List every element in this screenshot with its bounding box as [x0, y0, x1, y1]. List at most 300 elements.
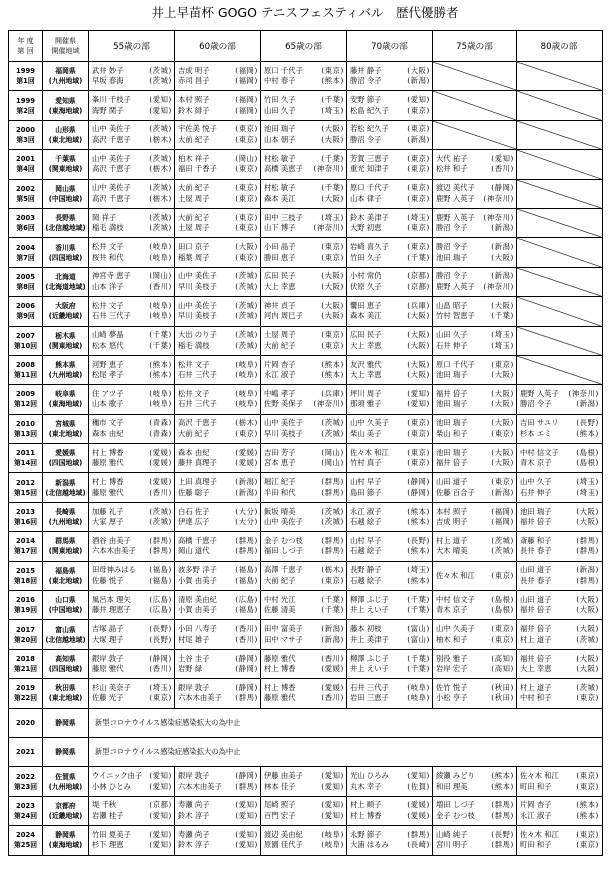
winner-entry — [520, 782, 599, 793]
round-label: 第23回 — [13, 782, 38, 791]
not-held-cell — [432, 121, 516, 149]
winner-prefecture: ( 東京 ) — [235, 213, 258, 224]
winner-name: 山本 洋子 — [92, 281, 124, 291]
winner-entry — [520, 693, 599, 704]
winner-prefecture: ( 群馬 ) — [491, 811, 514, 822]
winner-prefecture: ( 香川 ) — [491, 164, 514, 175]
winner-prefecture: ( 愛媛 ) — [407, 800, 430, 811]
winner-name: 村上 博香 — [264, 664, 296, 673]
winner-prefecture: ( 熊本 ) — [407, 507, 430, 518]
winner-prefecture: ( 新潟 ) — [491, 488, 514, 499]
host-prefecture: 栃木県 — [55, 331, 76, 340]
winner-prefecture: ( 千葉 ) — [407, 605, 430, 616]
division-cell-80 — [516, 385, 601, 413]
not-held-cell — [516, 268, 601, 296]
winner-entry — [264, 458, 344, 469]
winner-prefecture: ( 東京 ) — [407, 429, 430, 440]
winner-name: 中村 和子 — [520, 693, 552, 703]
winner-entry — [264, 66, 344, 77]
division-cell-65 — [260, 620, 346, 648]
winner-name: 村上 道子 — [520, 634, 552, 644]
host-prefecture: 山形県 — [55, 125, 76, 134]
division-cell-70 — [346, 473, 432, 501]
winner-entry — [350, 389, 430, 400]
winner-prefecture: ( 茨城 ) — [149, 213, 172, 224]
winner-prefecture: ( 岐阜 ) — [235, 360, 258, 371]
winner-entry — [92, 635, 172, 646]
host-cell — [42, 620, 88, 648]
winner-name: 山中 美佐子 — [92, 124, 131, 134]
division-cell-70 — [346, 591, 432, 619]
not-held-cell — [516, 356, 601, 384]
winner-name: 杉山 美奈子 — [92, 682, 131, 692]
winner-prefecture: ( 秋田 ) — [491, 693, 514, 704]
winner-entry — [264, 223, 344, 234]
winner-name: 波多野 洋子 — [178, 565, 217, 575]
winner-entry — [264, 811, 344, 822]
division-cell-65 — [260, 297, 346, 325]
host-prefecture: 新潟県 — [55, 478, 76, 487]
winner-prefecture: ( 東京 ) — [235, 223, 258, 234]
winner-entry — [92, 429, 172, 440]
winner-entry — [350, 811, 430, 822]
division-cell-70 — [346, 797, 432, 825]
division-cell-55 — [88, 415, 174, 443]
winner-name: 山中 美佐子 — [264, 418, 303, 428]
round-label: 第24回 — [13, 811, 38, 820]
round-label: 第21回 — [13, 665, 38, 673]
winner-prefecture: ( 岐阜 ) — [149, 399, 172, 410]
round-label: 第13回 — [13, 429, 38, 438]
winner-name: 大浦 はるみ — [350, 840, 389, 850]
winner-name: 増田 しづ子 — [436, 800, 475, 810]
table-row — [9, 149, 602, 178]
winner-name: 竹田 久子 — [350, 252, 382, 262]
year-cell — [9, 385, 42, 413]
host-cell — [42, 826, 88, 854]
winner-entry — [92, 154, 172, 165]
winner-name: 鈴木 淳子 — [178, 810, 210, 820]
winner-entry — [350, 517, 430, 528]
round-label: 第4回 — [16, 165, 35, 174]
winner-name: 加藤 礼子 — [92, 506, 124, 516]
division-cell-65 — [260, 767, 346, 795]
winner-prefecture: ( 茨城 ) — [149, 183, 172, 194]
winner-prefecture: ( 埼玉 ) — [149, 683, 172, 694]
winner-name: 福田 しづ子 — [264, 546, 303, 556]
winner-entry — [178, 194, 258, 205]
winner-entry — [436, 830, 514, 841]
winner-entry — [178, 840, 258, 851]
winner-prefecture: ( 栃木 ) — [321, 565, 344, 576]
winner-entry — [264, 624, 344, 635]
winner-entry — [520, 488, 599, 499]
division-cell-70 — [346, 444, 432, 472]
winner-name: 上田 真理子 — [178, 477, 217, 487]
round-label: 第3回 — [16, 135, 35, 144]
winner-prefecture: ( 島根 ) — [576, 458, 599, 469]
division-cell-70 — [346, 385, 432, 413]
year-label: 2009 — [16, 390, 35, 399]
winner-prefecture: ( 兵庫 ) — [407, 301, 430, 312]
winner-name: 銀岸 敦子 — [178, 771, 210, 781]
host-prefecture: 岡山県 — [55, 184, 76, 193]
winner-prefecture: ( 群馬 ) — [407, 830, 430, 841]
winner-name: 町田 和子 — [520, 840, 552, 850]
header-division-65: 65歳の部 — [260, 31, 346, 61]
winner-entry — [178, 360, 258, 371]
winner-entry — [178, 311, 258, 322]
table-row — [9, 208, 602, 237]
division-cell-65 — [260, 238, 346, 266]
winner-prefecture: ( 熊本 ) — [407, 517, 430, 528]
division-cell-75 — [432, 650, 516, 678]
winner-prefecture: ( 茨城 ) — [576, 635, 599, 646]
winner-name: 山中 美佐子 — [92, 183, 131, 193]
division-cell-75 — [432, 150, 516, 178]
cancellation-note: 新型コロナウイルス感染症感染拡大の為中止 — [88, 709, 601, 737]
division-cell-55 — [88, 238, 174, 266]
division-cell-65 — [260, 91, 346, 119]
winner-entry — [92, 271, 172, 282]
winner-entry — [436, 771, 514, 782]
winner-entry — [350, 830, 430, 841]
host-region: ( 四国地域 ) — [49, 253, 82, 263]
winner-name: 福井 倍子 — [520, 653, 552, 663]
division-cell-60 — [174, 620, 260, 648]
winner-entry — [92, 253, 172, 264]
winner-name: 山中 美佐子 — [92, 153, 131, 163]
winner-name: 広田 民子 — [350, 330, 382, 340]
year-cell — [9, 679, 42, 707]
winner-prefecture: ( 新潟 ) — [491, 242, 514, 253]
division-cell-70 — [346, 62, 432, 90]
winner-entry — [520, 418, 599, 429]
winner-prefecture: ( 福島 ) — [235, 565, 258, 576]
host-cell — [42, 532, 88, 560]
winner-prefecture: ( 埼玉 ) — [321, 213, 344, 224]
winner-entry — [92, 624, 172, 635]
winner-name: 稲葉 周子 — [178, 252, 210, 262]
winner-name: 村上 道子 — [520, 682, 552, 692]
winner-name: 村上 順子 — [350, 800, 382, 810]
winner-entry — [92, 488, 172, 499]
winner-prefecture: ( 熊本 ) — [576, 429, 599, 440]
winner-name: 小田 晶子 — [264, 242, 296, 252]
winner-prefecture: ( 大阪 ) — [321, 311, 344, 322]
winner-prefecture: ( 大阪 ) — [321, 282, 344, 293]
winner-prefecture: ( 群馬 ) — [235, 546, 258, 557]
winner-entry — [436, 271, 514, 282]
winner-name: 松島 紀久子 — [350, 105, 389, 115]
header-division-55: 55歳の部 — [88, 31, 174, 61]
division-cell-75 — [432, 826, 516, 854]
winner-entry — [178, 448, 258, 459]
round-label: 第7回 — [16, 253, 35, 262]
winner-prefecture: ( 東京 ) — [576, 771, 599, 782]
winner-name: 山下 博子 — [264, 223, 296, 233]
winner-entry — [178, 124, 258, 135]
division-cell-65 — [260, 268, 346, 296]
winner-entry — [92, 330, 172, 341]
round-label: 第11回 — [13, 371, 38, 380]
winner-entry — [436, 253, 514, 264]
host-region: ( 東海地域 ) — [49, 840, 82, 850]
division-cell-70 — [346, 532, 432, 560]
winner-prefecture: ( 大阪 ) — [407, 311, 430, 322]
winner-entry — [350, 693, 430, 704]
winner-entry — [520, 546, 599, 557]
winner-prefecture: ( 東京 ) — [235, 135, 258, 146]
header-region-label: 開催地域 — [51, 47, 80, 55]
year-cell — [9, 562, 42, 590]
winner-entry — [264, 576, 344, 587]
division-cell-55 — [88, 444, 174, 472]
winner-name: 小松 亨子 — [436, 693, 468, 703]
winner-prefecture: ( 福岡 ) — [235, 66, 258, 77]
winner-entry — [436, 418, 514, 429]
winner-name: 中村 光江 — [264, 594, 296, 604]
winner-prefecture: ( 熊本 ) — [149, 360, 172, 371]
winner-name: 山本 朝子 — [264, 134, 296, 144]
winner-entry — [264, 654, 344, 665]
winner-entry — [264, 154, 344, 165]
winner-entry — [264, 507, 344, 518]
year-cell — [9, 709, 42, 737]
host-region: ( 中国地域 ) — [49, 605, 82, 615]
winner-entry — [350, 341, 430, 352]
division-cell-80 — [516, 562, 601, 590]
winner-prefecture: ( 茨城 ) — [235, 301, 258, 312]
host-prefecture: 長野県 — [55, 214, 76, 223]
winner-prefecture: ( 東京 ) — [407, 183, 430, 194]
winner-prefecture: ( 兵庫 ) — [321, 389, 344, 400]
winner-entry — [520, 595, 599, 606]
not-held-cell — [516, 327, 601, 355]
host-cell — [42, 385, 88, 413]
winner-entry — [178, 389, 258, 400]
year-label: 2021 — [16, 748, 35, 757]
winner-entry — [264, 242, 344, 253]
round-label: 第9回 — [16, 312, 35, 321]
winner-entry — [350, 370, 430, 381]
winner-entry — [264, 683, 344, 694]
winner-name: 佐藤 悦子 — [92, 575, 124, 585]
winner-name: 岩崎 喜久子 — [350, 242, 389, 252]
winner-name: 森本 美江 — [264, 193, 296, 203]
winner-entry — [178, 517, 258, 528]
winner-name: 勝沼 令子 — [436, 223, 468, 233]
host-cell — [42, 767, 88, 795]
winner-entry — [520, 840, 599, 851]
winner-entry — [350, 213, 430, 224]
winner-name: 山中 美佐子 — [264, 517, 303, 527]
winner-prefecture: ( 埼玉 ) — [576, 488, 599, 499]
host-prefecture: 北海道 — [55, 272, 76, 281]
winner-entry — [520, 664, 599, 675]
winner-name: 藤本 初枝 — [350, 624, 382, 634]
division-cell-60 — [174, 180, 260, 208]
winner-entry — [92, 546, 172, 557]
host-cell — [42, 415, 88, 443]
winner-prefecture: ( 熊本 ) — [407, 546, 430, 557]
winner-name: 大上 幸恵 — [350, 370, 382, 380]
winner-entry — [178, 488, 258, 499]
year-cell — [9, 209, 42, 237]
year-label: 2012 — [16, 478, 35, 487]
year-cell — [9, 797, 42, 825]
winner-entry — [92, 360, 172, 371]
winner-entry — [92, 194, 172, 205]
winner-name: 大出 のり子 — [178, 330, 217, 340]
winner-name: 村松 敏子 — [264, 153, 296, 163]
winner-entry — [436, 488, 514, 499]
winner-entry — [350, 95, 430, 106]
winner-prefecture: ( 大阪 ) — [491, 448, 514, 459]
header-round-label: 第 回 — [17, 47, 34, 55]
round-label: 第15回 — [13, 488, 38, 497]
division-cell-65 — [260, 826, 346, 854]
not-held-cell — [432, 62, 516, 90]
winner-prefecture: ( 愛媛 ) — [321, 683, 344, 694]
host-region: ( 北海道地域 ) — [45, 282, 85, 292]
winner-name: 田中 マサ子 — [264, 634, 303, 644]
division-cell-55 — [88, 503, 174, 531]
winner-name: 藤原 雅代 — [92, 664, 124, 673]
winner-name: 永江 淑子 — [520, 810, 552, 820]
winner-entry — [92, 301, 172, 312]
winner-prefecture: ( 愛知 ) — [235, 830, 258, 841]
winner-entry — [264, 536, 344, 547]
winner-prefecture: ( 大阪 ) — [407, 330, 430, 341]
winner-entry — [264, 595, 344, 606]
table-row — [9, 355, 602, 384]
year-label: 2022 — [16, 772, 35, 781]
division-cell-75 — [432, 297, 516, 325]
winner-entry — [350, 595, 430, 606]
division-cell-70 — [346, 679, 432, 707]
winner-name: 神宮寺 恵子 — [92, 271, 131, 281]
division-cell-60 — [174, 121, 260, 149]
division-cell-55 — [88, 91, 174, 119]
winner-entry — [92, 693, 172, 704]
winner-name: 村松 敏子 — [264, 183, 296, 193]
winner-prefecture: ( 東京 ) — [491, 429, 514, 440]
winner-prefecture: ( 岐阜 ) — [235, 399, 258, 410]
host-region: ( 関東地域 ) — [49, 546, 82, 556]
host-region: ( 九州地域 ) — [49, 370, 82, 380]
host-prefecture: 静岡県 — [55, 718, 76, 727]
winner-prefecture: ( 茨城 ) — [321, 418, 344, 429]
winner-entry — [92, 106, 172, 117]
host-prefecture: 香川県 — [55, 243, 76, 252]
winner-entry — [350, 164, 430, 175]
winner-entry — [436, 301, 514, 312]
winner-prefecture: ( 熊本 ) — [407, 576, 430, 587]
winner-entry — [178, 271, 258, 282]
winner-name: 高橋 美恵子 — [264, 164, 303, 174]
winner-name: 丸木 幸子 — [350, 781, 382, 791]
winner-name: 伏原 久子 — [350, 281, 382, 291]
winner-prefecture: ( 群馬 ) — [491, 840, 514, 851]
table-row — [9, 179, 602, 208]
winner-entry — [350, 271, 430, 282]
host-cell — [42, 679, 88, 707]
year-label: 2020 — [16, 718, 35, 727]
winner-entry — [178, 106, 258, 117]
winner-prefecture: ( 愛知 ) — [149, 95, 172, 106]
host-prefecture: 佐賀県 — [55, 772, 76, 781]
not-held-cell — [516, 209, 601, 237]
winner-prefecture: ( 静岡 ) — [407, 488, 430, 499]
winner-prefecture: ( 大阪 ) — [576, 517, 599, 528]
winner-name: 銀岸 敦子 — [178, 682, 210, 692]
year-cell — [9, 121, 42, 149]
winner-entry — [436, 546, 514, 557]
winner-name: 松井 和子 — [436, 164, 468, 174]
winner-prefecture: ( 茨城 ) — [321, 429, 344, 440]
winner-entry — [436, 635, 514, 646]
winner-prefecture: ( 東京 ) — [491, 571, 514, 582]
winner-name: 六本木由美子 — [92, 546, 136, 556]
winner-name: 勝沼 令子 — [436, 242, 468, 252]
winner-name: 勝沼 令子 — [520, 399, 552, 409]
year-label: 2004 — [16, 243, 35, 252]
winner-prefecture: ( 香川 ) — [321, 693, 344, 704]
winner-entry — [92, 605, 172, 616]
year-cell — [9, 620, 42, 648]
winner-entry — [350, 154, 430, 165]
winner-name: 河野 恵子 — [92, 359, 124, 369]
winner-prefecture: ( 埼玉 ) — [407, 565, 430, 576]
division-cell-80 — [516, 444, 601, 472]
table-row — [9, 649, 602, 678]
winner-prefecture: ( 富山 ) — [407, 635, 430, 646]
winner-entry — [436, 194, 514, 205]
winner-prefecture: ( 群馬 ) — [321, 546, 344, 557]
winner-prefecture: ( 岐阜 ) — [235, 370, 258, 381]
winner-name: 竹田 久子 — [264, 95, 296, 105]
winner-prefecture: ( 東京 ) — [321, 242, 344, 253]
winner-entry — [92, 341, 172, 352]
host-cell — [42, 503, 88, 531]
winner-prefecture: ( 新潟 ) — [407, 76, 430, 87]
winner-prefecture: ( 長崎 ) — [407, 840, 430, 851]
winner-name: 片岡 杏子 — [264, 359, 296, 369]
winner-prefecture: ( 埼玉 ) — [576, 477, 599, 488]
winner-prefecture: ( 群馬 ) — [321, 488, 344, 499]
winner-name: 中村 信文子 — [436, 594, 475, 604]
winner-entry — [436, 507, 514, 518]
winner-prefecture: ( 東京 ) — [235, 429, 258, 440]
division-cell-55 — [88, 797, 174, 825]
winner-prefecture: ( 茨城 ) — [576, 683, 599, 694]
winner-prefecture: ( 大阪 ) — [491, 370, 514, 381]
winner-entry — [350, 418, 430, 429]
year-cell — [9, 503, 42, 531]
division-cell-70 — [346, 826, 432, 854]
winner-prefecture: ( 東京 ) — [321, 576, 344, 587]
winner-prefecture: ( 静岡 ) — [235, 771, 258, 782]
winner-name: 田母神みはる — [92, 565, 136, 575]
winner-name: 本村 照子 — [436, 506, 468, 516]
winner-entry — [178, 370, 258, 381]
year-cell — [9, 767, 42, 795]
winner-entry — [436, 448, 514, 459]
winner-name: 柳澤 ふじ子 — [350, 594, 389, 604]
round-label: 第14回 — [13, 459, 38, 468]
winner-name: 田中 三枝子 — [264, 212, 303, 222]
